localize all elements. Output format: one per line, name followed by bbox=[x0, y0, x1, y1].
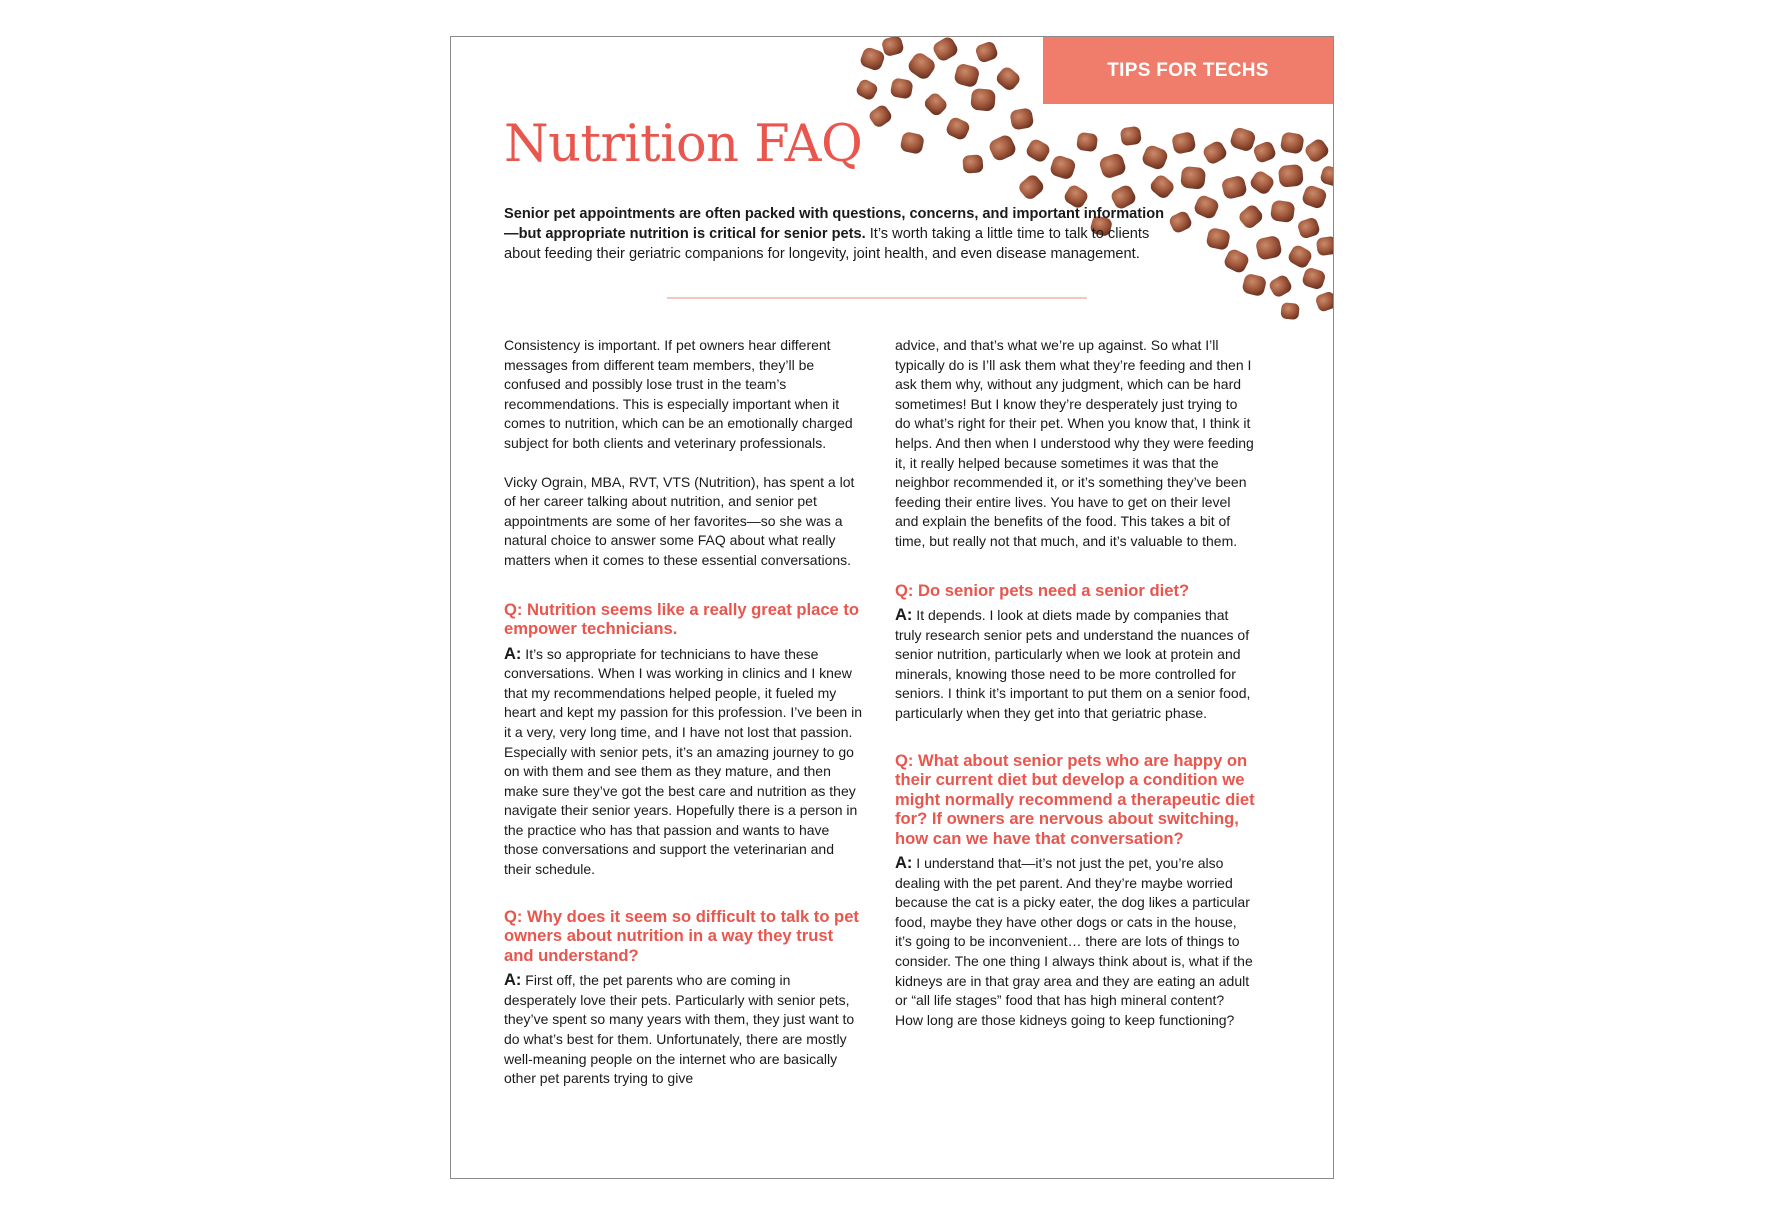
divider-rule bbox=[667, 297, 1087, 299]
question-4: Q: What about senior pets who are happy on their current diet but develop a condition we might normally recommend a therapeutic diet for? If owners are nervous about switching, how can we have that conversation? bbox=[895, 750, 1255, 848]
kibble-piece bbox=[859, 46, 886, 72]
kibble-piece bbox=[1314, 290, 1334, 313]
kibble-piece bbox=[1009, 107, 1034, 130]
answer-4 bbox=[895, 854, 1255, 1030]
kibble-piece bbox=[1255, 235, 1283, 261]
kibble-piece bbox=[1270, 200, 1296, 224]
kibble-piece bbox=[1180, 166, 1206, 190]
kibble-piece bbox=[1286, 243, 1314, 270]
kibble-piece bbox=[1171, 131, 1197, 155]
kibble-piece bbox=[1241, 273, 1267, 298]
kibble-piece bbox=[1024, 137, 1052, 164]
left-column bbox=[504, 336, 864, 1108]
kibble-piece bbox=[970, 88, 996, 112]
kibble-piece bbox=[987, 133, 1018, 163]
kibble-piece bbox=[953, 62, 981, 88]
answer-label: A: bbox=[895, 606, 913, 625]
intro-bold: Senior pet appointments are often packed with questions, concerns, and important information—but appropriate nutrition is critical for senior pets. bbox=[504, 206, 1165, 242]
kibble-piece bbox=[944, 116, 971, 142]
answer-3-text: It depends. I look at diets made by companies that truly research senior pets and understand the nuances of senior nutrition, particularly when we look at protein and minerals, knowing those need to be more controlled for seniors. I think it’s important to put them on a senior food, particularly when they get into that geriatric phase. bbox=[895, 607, 1251, 721]
kibble-piece bbox=[899, 131, 925, 155]
answer-label: A: bbox=[504, 971, 522, 990]
intro-rest: It’s worth taking a little time to talk to clients about feeding their geriatric companions for longevity, joint health, and even disease management. bbox=[504, 226, 1150, 262]
kibble-piece bbox=[881, 37, 905, 57]
kibble-piece bbox=[1280, 131, 1305, 154]
answer-label: A: bbox=[504, 644, 522, 663]
kibble-piece bbox=[867, 103, 894, 129]
kibble-piece bbox=[1267, 273, 1293, 299]
intro-paragraph bbox=[504, 204, 1174, 264]
kibble-piece bbox=[931, 37, 960, 63]
answer-1 bbox=[504, 645, 864, 880]
kibble-piece bbox=[1278, 164, 1304, 188]
kibble-piece bbox=[1301, 184, 1328, 210]
kibble-piece bbox=[1237, 203, 1265, 231]
answer-3 bbox=[895, 606, 1255, 724]
kibble-piece bbox=[922, 91, 949, 118]
kibble-piece bbox=[962, 154, 983, 174]
answer-2-text: First off, the pet parents who are coming in desperately love their pets. Particularly with senior pets, they’ve spent so many years with them, they just want to do what’s best for them. Unfortunately, there are mostly well-meaning people on the internet who are basically other pet parents trying to give bbox=[504, 972, 855, 1087]
kibble-piece bbox=[1248, 169, 1276, 196]
kibble-piece bbox=[855, 78, 880, 102]
kibble-piece bbox=[1192, 193, 1220, 220]
kibble-piece bbox=[1221, 175, 1248, 201]
kibble-piece bbox=[906, 50, 938, 81]
kibble-piece bbox=[1098, 152, 1128, 180]
question-1: Q: Nutrition seems like a really great place to empower technicians. bbox=[504, 599, 860, 639]
question-3: Q: Do senior pets need a senior diet? bbox=[895, 580, 1190, 600]
answer-label: A: bbox=[895, 854, 913, 873]
kibble-piece bbox=[890, 77, 914, 99]
intro-para-2: Vicky Ograin, MBA, RVT, VTS (Nutrition), has spent a lot of her career talking about nutrition, and senior pet appointments are some of her favorites—so she was a natural choice to answer some FAQ about what really matters when it comes to these essential conversations. bbox=[504, 473, 855, 568]
kibble-piece bbox=[1201, 139, 1229, 166]
intro-para-1: Consistency is important. If pet owners hear different messages from different team members, they’ll be confused and possibly lose trust in the team’s recommendations. This is especially important when it comes to nutrition, which can be an emotionally charged subject for both clients and veterinary professionals. bbox=[504, 337, 853, 451]
question-2: Q: Why does it seem so difficult to talk to pet owners about nutrition in a way they trust and understand? bbox=[504, 906, 859, 965]
kibble-piece bbox=[1252, 140, 1277, 164]
kibble-piece bbox=[1222, 247, 1250, 274]
kibble-piece bbox=[1076, 132, 1098, 153]
kibble-piece bbox=[1301, 266, 1327, 290]
kibble-piece bbox=[1205, 227, 1231, 251]
kibble-piece bbox=[1120, 126, 1142, 147]
kibble-piece bbox=[1140, 144, 1169, 172]
kibble-piece bbox=[1049, 154, 1077, 181]
kibble-piece bbox=[974, 40, 999, 64]
kibble-piece bbox=[994, 65, 1022, 93]
answer-1-text: It’s so appropriate for technicians to have these conversations. When I was working in clinics and I knew that my recommendations helped people, it fueled my heart and kept my passion for this profession. I’ve been in it a very, very long time, and I have not lost that passion. Especially with senior pets, it’s an amazing journey to go on with them and see them as they mature, and then make sure they’ve got the best care and nutrition as they navigate their senior years. Hopefully there is a person in the practice who has that passion and wants to have those conversations and support the veterinarian and their schedule. bbox=[504, 645, 862, 878]
kibble-piece bbox=[1319, 165, 1334, 188]
kibble-piece bbox=[1280, 302, 1300, 320]
kibble-piece bbox=[1148, 173, 1176, 201]
kibble-piece bbox=[1316, 236, 1334, 257]
answer-2 bbox=[504, 971, 864, 1089]
tips-for-techs-badge: TIPS FOR TECHS bbox=[1043, 37, 1333, 104]
continued-answer: advice, and that’s what we’re up against. So what I’ll typically do is I’ll ask them what they’re feeding and then I ask them why, without any judgment, which can be hard sometimes! But I know they’re desperately just trying to do what’s right for their pet. When you know that, I think it helps. And then when I understood why they were feeding it, it really helped because sometimes it was that the neighbor recommended it, or it’s something they’ve been feeding their entire lives. You have to get on their level and explain the benefits of the food. This takes a bit of time, but really not that much, and it’s valuable to them. bbox=[895, 337, 1254, 549]
right-column bbox=[895, 336, 1255, 1049]
answer-4-text: I understand that—it’s not just the pet, you’re also dealing with the pet parent. And they’re maybe worried because the cat is a picky eater, the dog likes a particular food, maybe they have other dogs or cats in the house, it’s going to be inconvenient… there are lots of things to consider. The one thing I always think about is, what if the kidneys are in that gray area and they are eating an adult or “all life stages” food that has high mineral content? How long are those kidneys going to keep functioning? bbox=[895, 855, 1253, 1028]
kibble-piece bbox=[1303, 137, 1331, 165]
kibble-piece bbox=[1296, 216, 1321, 239]
page-title: Nutrition FAQ bbox=[504, 115, 863, 174]
kibble-piece bbox=[1229, 126, 1257, 153]
kibble-piece bbox=[1017, 173, 1047, 202]
article-page bbox=[450, 36, 1334, 1179]
